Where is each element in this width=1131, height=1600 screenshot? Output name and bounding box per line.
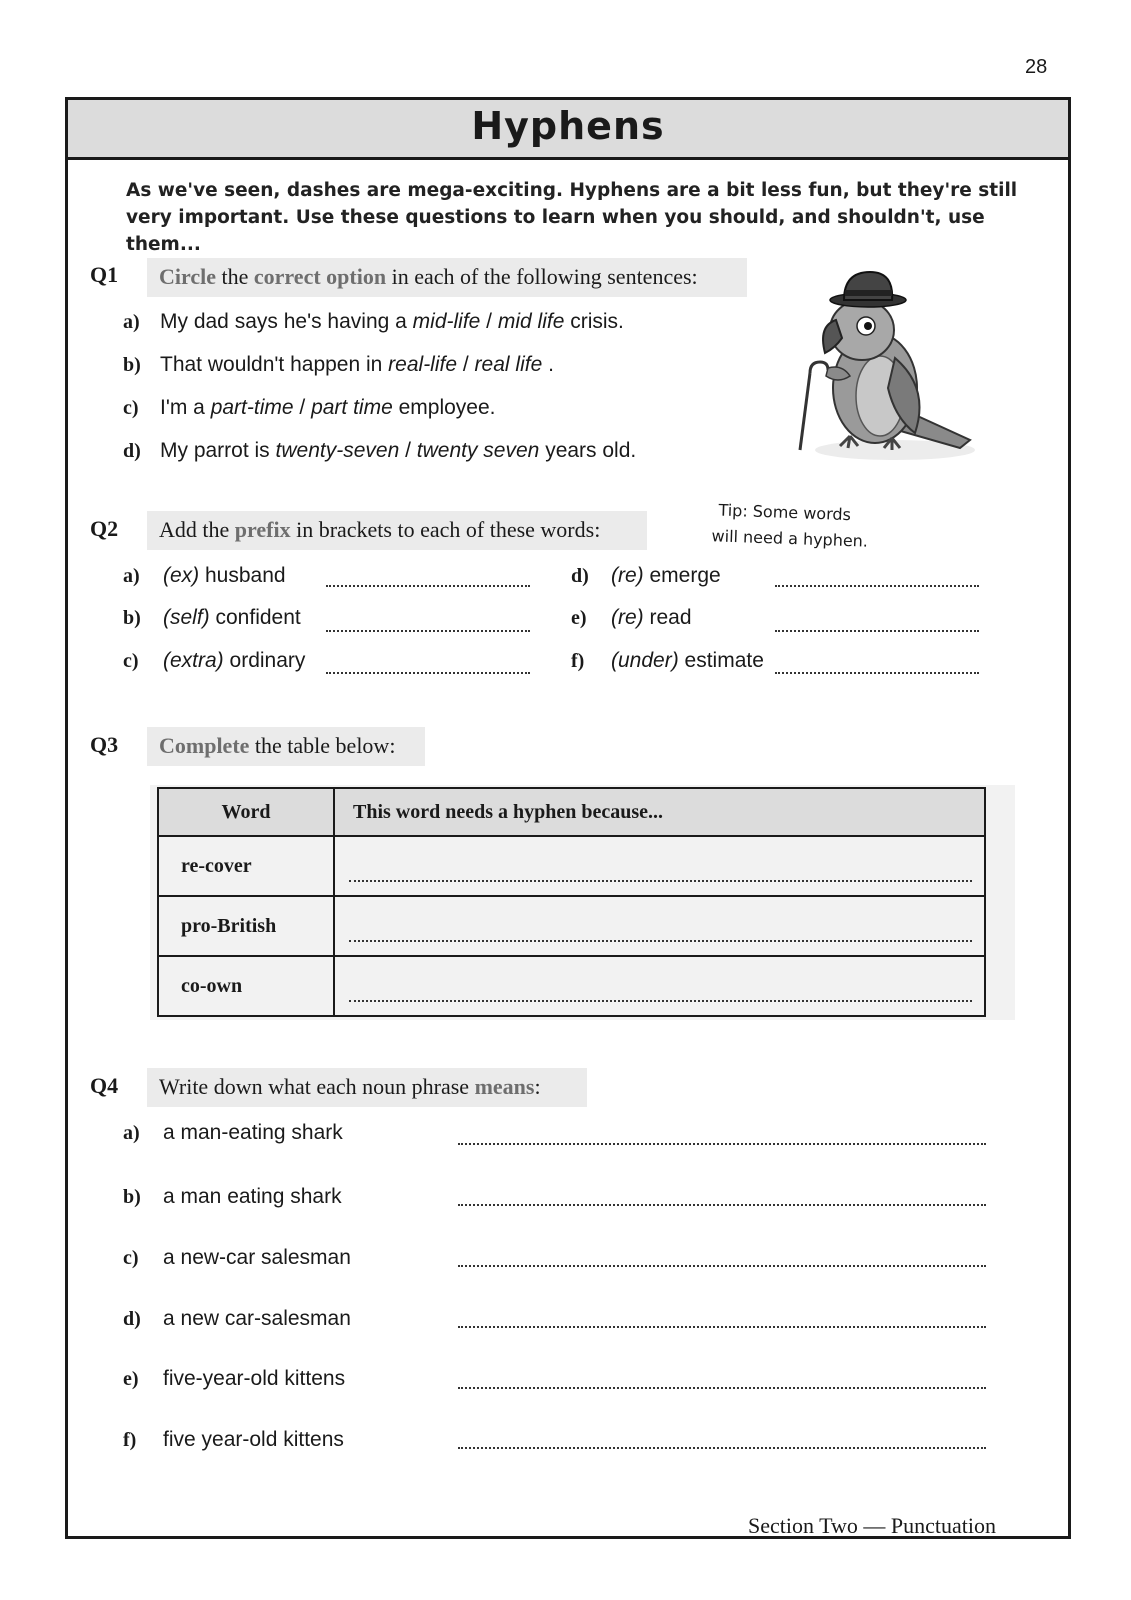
prefix: (re) (611, 564, 644, 587)
tip-line-1: Tip: Some words (718, 500, 852, 525)
sentence-after: . (542, 353, 554, 376)
q1-instruction-hl1: Circle (159, 264, 217, 289)
item-letter: d) (123, 1308, 141, 1330)
q1-instruction-hl2: correct option (253, 264, 387, 289)
sentence-after: crisis. (564, 310, 624, 333)
q4-item (123, 1121, 343, 1145)
table-row (158, 896, 985, 956)
noun-phrase: five year-old kittens (163, 1428, 344, 1451)
base-word: read (643, 606, 692, 629)
q4-instruction-t1: Write down what each noun phrase (159, 1074, 475, 1099)
q2-item (123, 564, 286, 588)
answer-line[interactable] (458, 1387, 986, 1389)
option-separator: / (399, 439, 417, 462)
q1-number: Q1 (90, 262, 119, 287)
column-header-word: Word (158, 788, 334, 836)
table-row (158, 956, 985, 1016)
answer-line[interactable] (349, 940, 972, 942)
reason-cell[interactable] (334, 896, 985, 956)
sentence-before: I'm a (160, 396, 211, 419)
q4-instruction-hl: means (474, 1074, 535, 1099)
word-cell: co-own (158, 956, 334, 1016)
item-letter: a) (123, 565, 140, 587)
q4-instruction-t2: : (534, 1074, 541, 1099)
column-header-reason: This word needs a hyphen because... (334, 788, 985, 836)
answer-line[interactable] (458, 1143, 986, 1145)
item-letter: b) (123, 1186, 141, 1208)
item-letter: b) (123, 607, 141, 629)
noun-phrase: a man-eating shark (163, 1121, 343, 1144)
q2-instruction-hl: prefix (234, 517, 291, 542)
item-letter: e) (571, 607, 587, 629)
q4-item (123, 1367, 345, 1391)
option-1[interactable]: twenty-seven (275, 439, 400, 462)
q2-item (123, 606, 301, 630)
q1-instruction-t2: in each of the following sentences: (386, 264, 698, 289)
answer-line[interactable] (775, 672, 979, 674)
q4-item (123, 1307, 351, 1331)
q2-instruction-t2: in brackets to each of these words: (290, 517, 601, 542)
answer-line[interactable] (775, 585, 979, 587)
prefix: (self) (163, 606, 210, 629)
answer-line[interactable] (775, 630, 979, 632)
q3-instruction-hl: Complete (159, 733, 250, 758)
parrot-illustration (780, 268, 985, 468)
q2-item (123, 649, 305, 673)
reason-cell[interactable] (334, 836, 985, 896)
sentence-after: years old. (539, 439, 637, 462)
page-title: Hyphens (471, 104, 665, 148)
sentence-before: My dad says he's having a (160, 310, 413, 333)
q2-tip (711, 497, 869, 554)
q1-item (123, 396, 496, 420)
item-letter: f) (571, 650, 585, 672)
base-word: ordinary (223, 649, 306, 672)
answer-line[interactable] (458, 1326, 986, 1328)
answer-line[interactable] (326, 585, 530, 587)
q4-item (123, 1246, 351, 1270)
q3-number: Q3 (90, 732, 119, 757)
hyphen-table (157, 787, 986, 1017)
base-word: estimate (678, 649, 764, 672)
answer-line[interactable] (458, 1265, 986, 1267)
page-number: 28 (1025, 56, 1048, 78)
word-cell: re-cover (158, 836, 334, 896)
q1-item (123, 439, 636, 463)
base-word: husband (199, 564, 286, 587)
item-letter: c) (123, 1247, 139, 1269)
q4-item (123, 1185, 342, 1209)
option-separator: / (457, 353, 475, 376)
sentence-after: employee. (392, 396, 496, 419)
noun-phrase: five-year-old kittens (163, 1367, 346, 1390)
option-1[interactable]: mid-life (412, 310, 481, 333)
sentence-before: My parrot is (160, 439, 276, 462)
q4-number: Q4 (90, 1073, 119, 1098)
q3-instruction-t: the table below: (249, 733, 396, 758)
answer-line[interactable] (349, 1000, 972, 1002)
base-word: emerge (643, 564, 721, 587)
q2-item (571, 606, 692, 630)
option-separator: / (293, 396, 312, 419)
item-letter: f) (123, 1429, 137, 1451)
option-1[interactable]: real-life (388, 353, 458, 376)
answer-line[interactable] (326, 672, 530, 674)
item-letter: d) (123, 440, 141, 462)
prefix: (extra) (163, 649, 224, 672)
prefix: (ex) (163, 564, 200, 587)
q2-instruction-t1: Add the (159, 517, 235, 542)
item-letter: a) (123, 311, 140, 333)
sentence-before: That wouldn't happen in (160, 353, 389, 376)
q2-number: Q2 (90, 516, 119, 541)
q3-instruction (147, 727, 425, 766)
tip-line-2: will need a hyphen. (711, 526, 869, 551)
item-letter: c) (123, 650, 139, 672)
table-row (158, 836, 985, 896)
noun-phrase: a man eating shark (163, 1185, 342, 1208)
q4-instruction (147, 1068, 587, 1107)
option-2[interactable]: twenty seven (416, 439, 540, 462)
item-letter: e) (123, 1368, 139, 1390)
option-2[interactable]: real life (474, 353, 543, 376)
option-separator: / (480, 310, 498, 333)
q2-instruction (147, 511, 647, 550)
q1-item (123, 310, 624, 334)
item-letter: d) (571, 565, 589, 587)
footer-section-label: Section Two — Punctuation (748, 1513, 996, 1538)
answer-line[interactable] (458, 1447, 986, 1449)
q2-item (571, 564, 721, 588)
noun-phrase: a new car-salesman (163, 1307, 351, 1330)
q4-item (123, 1428, 344, 1452)
item-letter: b) (123, 354, 141, 376)
answer-line[interactable] (349, 880, 972, 882)
prefix: (under) (611, 649, 679, 672)
q1-item (123, 353, 554, 377)
noun-phrase: a new-car salesman (163, 1246, 351, 1269)
option-1[interactable]: part-time (210, 396, 294, 419)
answer-line[interactable] (326, 630, 530, 632)
item-letter: c) (123, 397, 139, 419)
word-cell: pro-British (158, 896, 334, 956)
option-2[interactable]: mid life (497, 310, 565, 333)
intro-text: As we've seen, dashes are mega-exciting. Hyphens are a bit less fun, but they're still very important. Use these questions to learn when you should, and shouldn't, use them... (126, 180, 1018, 255)
q2-item (571, 649, 764, 673)
q1-instruction-t1: the (216, 264, 254, 289)
table-header-row (158, 788, 985, 836)
answer-line[interactable] (458, 1204, 986, 1206)
item-letter: a) (123, 1122, 140, 1144)
base-word: confident (209, 606, 301, 629)
q1-instruction (147, 258, 747, 297)
option-2[interactable]: part time (311, 396, 393, 419)
reason-cell[interactable] (334, 956, 985, 1016)
prefix: (re) (611, 606, 644, 629)
